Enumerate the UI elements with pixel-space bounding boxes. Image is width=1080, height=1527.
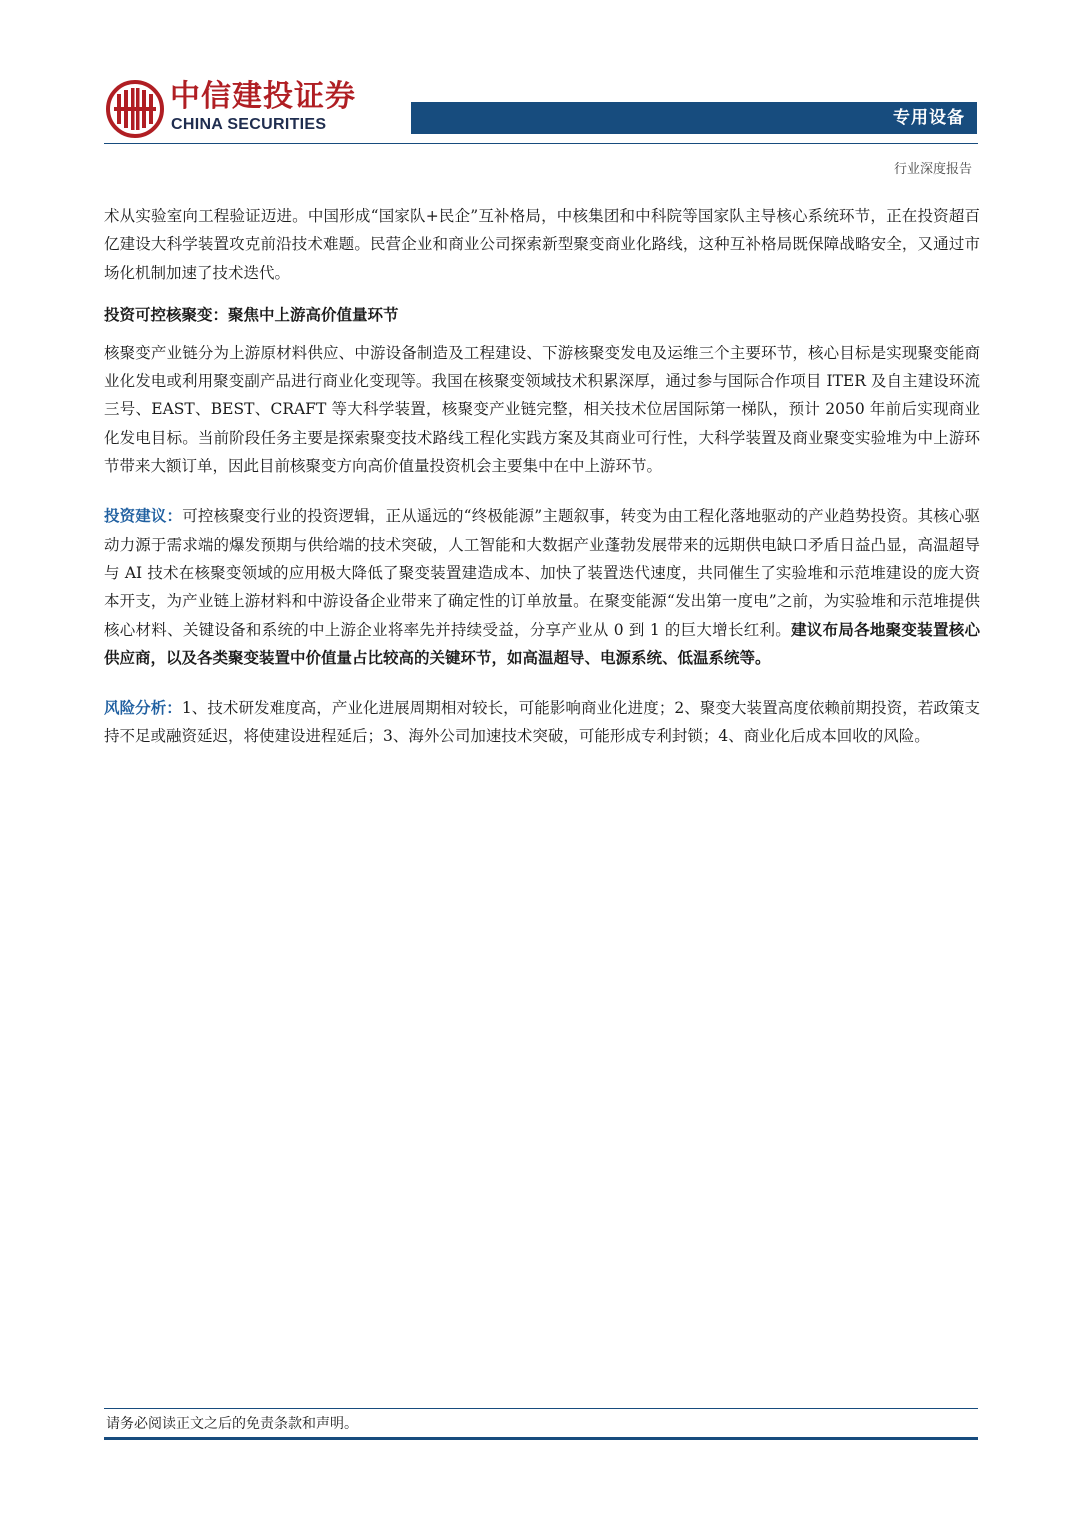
china-securities-logo-icon	[106, 80, 164, 138]
risk-analysis-label: 风险分析：	[104, 699, 182, 718]
investment-advice-text: 可控核聚变行业的投资逻辑，正从遥远的“终极能源”主题叙事，转变为由工程化落地驱动的产业趋势投资。其核心驱动力源于需求端的爆发预期与供给端的技术突破，人工智能和大数据产业蓬勃发展带来的远期供电缺口矛盾日益凸显，高温超导与 AI 技术在核聚变领域的应用极大降低了聚变装置建造成本、加快了装置迭代速度，共同催生了实验堆和示范堆建设的庞大资本开支，为产业链上游材料和中游设备企业带来了确定性的订单放量。在聚变能源“发出第一度电”之前，为实验堆和示范堆提供核心材料、关键设备和系统的中上游企业将率先并持续受益，分享产业从 0 到 1 的巨大增长红利。	[104, 507, 980, 639]
investment-advice-label: 投资建议：	[104, 507, 183, 526]
paragraph-industry-chain: 核聚变产业链分为上游原材料供应、中游设备制造及工程建设、下游核聚变发电及运维三个主要环节，核心目标是实现聚变能商业化发电或利用聚变副产品进行商业化变现等。我国在核聚变领域技术积累深厚，通过参与国际合作项目 ITER 及自主建设环流三号、EAST、BEST、CRAFT 等大科学装置，核聚变产业链完整，相关技术位居国际第一梯队，预计 2050 年前后实现商业化发电目标。当前阶段任务主要是探索聚变技术路线工程化实践方案及其商业可行性，大科学装置及商业聚变实验堆为中上游环节带来大额订单，因此目前核聚变方向高价值量投资机会主要集中在中上游环节。	[104, 343, 980, 476]
report-body	[104, 202, 980, 751]
paragraph-intro: 术从实验室向工程验证迈进。中国形成“国家队+民企”互补格局，中核集团和中科院等国家队主导核心系统环节，正在投资超百亿建设大科学装置攻克前沿技术难题。民营企业和商业公司探索新型聚变商业化路线，这种互补格局既保障战略安全，又通过市场化机制加速了技术迭代。	[104, 207, 980, 282]
section-heading: 投资可控核聚变：聚焦中上游高价值量环节	[104, 305, 399, 324]
risk-analysis-text: 1、技术研发难度高，产业化进展周期相对较长，可能影响商业化进度；2、聚变大装置高度依赖前期投资，若政策支持不足或融资延迟，将使建设进程延后；3、海外公司加速技术突破，可能形成专利封锁；4、商业化后成本回收的风险。	[104, 699, 980, 746]
logo-english-name: CHINA SECURITIES	[171, 116, 327, 133]
page-header	[0, 0, 1080, 180]
sector-label: 专用设备	[893, 108, 965, 128]
investment-advice-emphasis: 建议布局各地聚变装置核心供应商，以及各类聚变装置中价值量占比较高的关键环节，如高温超导、电源系统、低温系统等。	[104, 620, 980, 667]
footer-divider-top	[104, 1408, 978, 1409]
paragraph-investment-advice	[104, 502, 980, 672]
paragraph-risk-analysis	[104, 694, 980, 751]
footer-disclaimer: 请务必阅读正文之后的免责条款和声明。	[106, 1416, 358, 1432]
report-type-label: 行业深度报告	[893, 162, 972, 177]
header-divider	[104, 143, 978, 144]
logo-chinese-name: 中信建投证券	[170, 79, 356, 114]
footer-divider-bottom	[104, 1437, 978, 1440]
sector-banner	[411, 102, 977, 134]
